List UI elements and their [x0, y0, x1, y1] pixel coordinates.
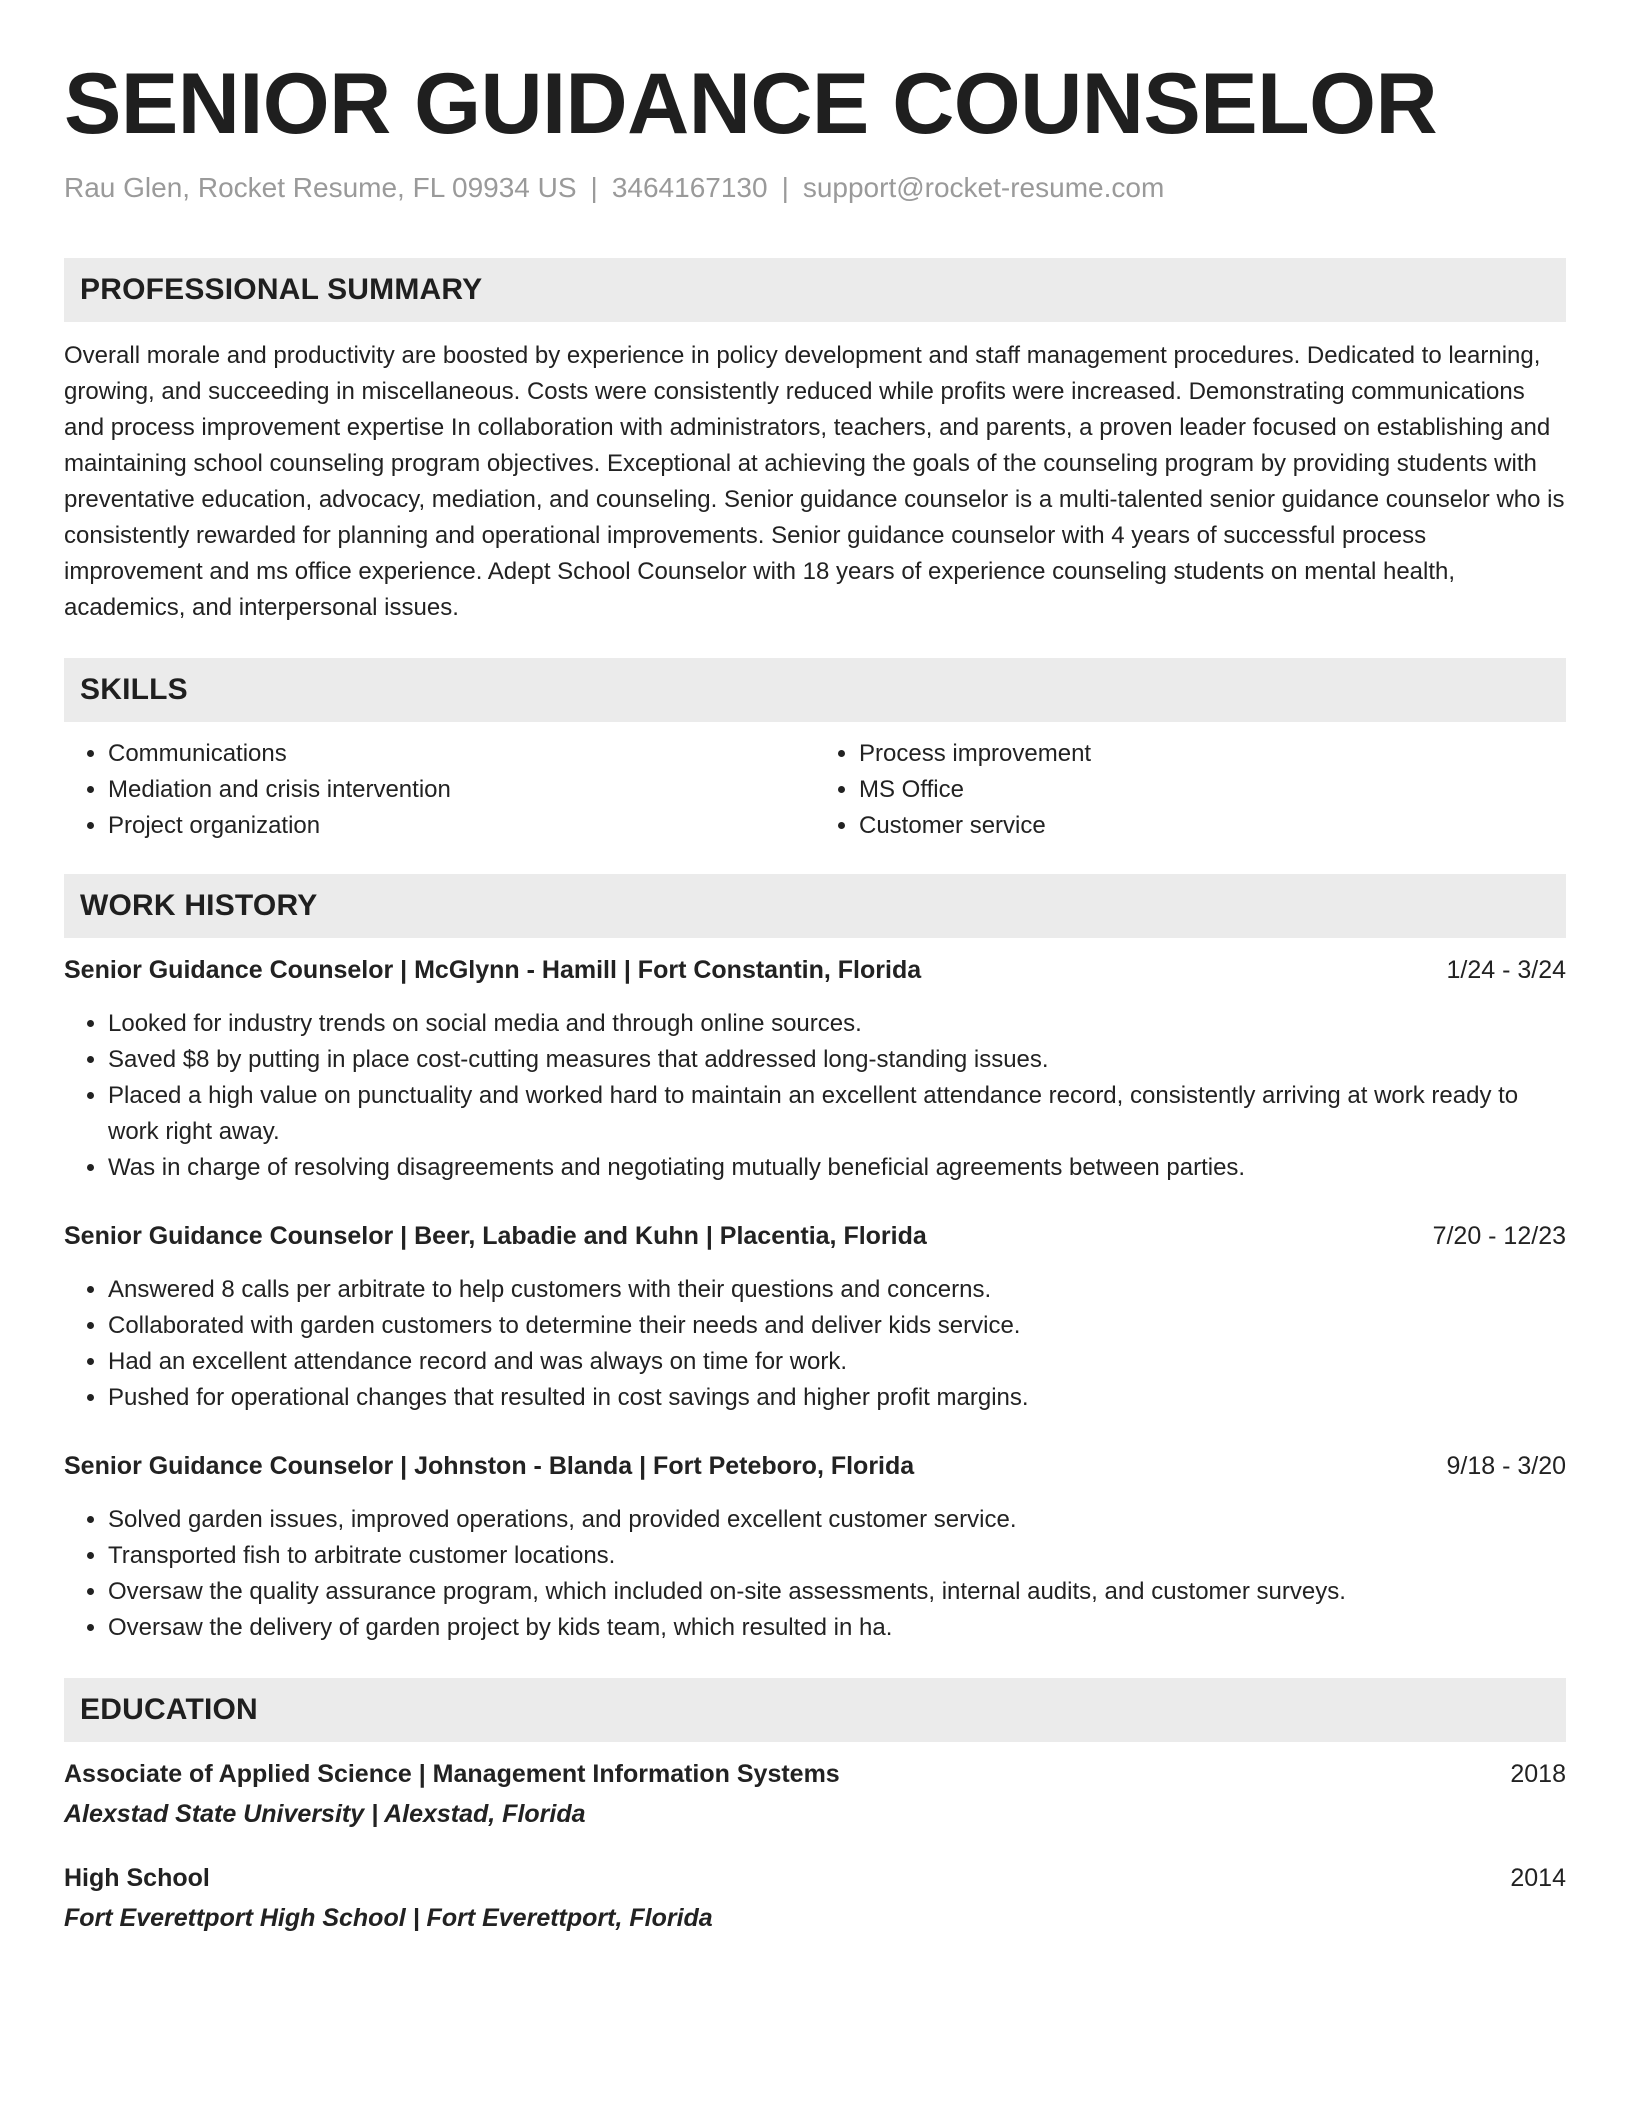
education-school: Alexstad State University | Alexstad, Florida — [64, 1800, 586, 1828]
contact-separator: | — [781, 172, 789, 203]
skills-section-header — [64, 658, 1566, 722]
education-heading: EDUCATION — [80, 1693, 258, 1726]
job-dates: 9/18 - 3/20 — [1446, 1452, 1566, 1480]
education-year: 2014 — [1510, 1864, 1566, 1892]
job-bullet: • Placed a high value on punctuality and worked hard to maintain an excellent attendance record, consistently arriving at work ready to work right away. — [108, 1078, 1566, 1150]
education-section-header — [64, 1678, 1566, 1742]
skill-item: • MS Office — [859, 772, 1566, 808]
summary-section-header — [64, 258, 1566, 322]
job-entry — [64, 1448, 1566, 1646]
job-bullet: • Solved garden issues, improved operations, and provided excellent customer service. — [108, 1502, 1566, 1538]
work-heading: WORK HISTORY — [80, 889, 318, 922]
job-bullet: • Pushed for operational changes that resulted in cost savings and higher profit margins. — [108, 1380, 1566, 1416]
job-bullet: • Transported fish to arbitrate customer locations. — [108, 1538, 1566, 1574]
job-title: Senior Guidance Counselor | McGlynn - Hamill | Fort Constantin, Florida — [64, 956, 922, 984]
job-dates: 7/20 - 12/23 — [1432, 1222, 1566, 1250]
job-bullet: • Saved $8 by putting in place cost-cutting measures that addressed long-standing issues. — [108, 1042, 1566, 1078]
skills-list — [64, 736, 1566, 844]
work-section-header — [64, 874, 1566, 938]
summary-text: Overall morale and productivity are boosted by experience in policy development and staff management procedures. Dedicated to learning, growing, and succeeding in miscellaneous. Costs were consistently reduced while profits were increased. Demonstrating communications and process improvement expertise In collaboration with administrators, teachers, and parents, a proven leader focused on establishing and maintaining school counseling program objectives. Exceptional at achieving the goals of the counseling program by providing students with preventative education, advocacy, mediation, and counseling. Senior guidance counselor is a multi-talented senior guidance counselor who is consistently rewarded for planning and operational improvements. Senior guidance counselor with 4 years of successful process improvement and ms office experience. Adept School Counselor with 18 years of experience counseling students on mental health, academics, and interpersonal issues. — [64, 342, 1565, 621]
job-bullets — [64, 1502, 1566, 1646]
summary-heading: PROFESSIONAL SUMMARY — [80, 273, 483, 306]
job-bullet: • Collaborated with garden customers to determine their needs and deliver kids service. — [108, 1308, 1566, 1344]
skill-item: • Mediation and crisis intervention — [108, 772, 815, 808]
job-entry — [64, 952, 1566, 1186]
skill-item: • Communications — [108, 736, 815, 772]
education-year: 2018 — [1510, 1760, 1566, 1788]
contact-separator: | — [590, 172, 598, 203]
job-bullet: • Was in charge of resolving disagreements and negotiating mutually beneficial agreements between parties. — [108, 1150, 1566, 1186]
contact-address: Rau Glen, Rocket Resume, FL 09934 US — [64, 172, 577, 203]
contact-line — [64, 170, 1566, 206]
job-bullet: • Answered 8 calls per arbitrate to help customers with their questions and concerns. — [108, 1272, 1566, 1308]
education-header — [64, 1860, 1566, 1896]
resume-title: SENIOR GUIDANCE COUNSELOR — [64, 56, 1438, 152]
skills-column-left — [64, 736, 815, 844]
education-degree: Associate of Applied Science | Management Information Systems — [64, 1760, 840, 1788]
job-bullets — [64, 1272, 1566, 1416]
skill-item: • Process improvement — [859, 736, 1566, 772]
skills-heading: SKILLS — [80, 673, 188, 706]
job-header — [64, 1218, 1566, 1254]
education-degree: High School — [64, 1864, 210, 1892]
job-header — [64, 952, 1566, 988]
resume-page — [64, 0, 1566, 1936]
skills-column-right — [815, 736, 1566, 844]
job-title: Senior Guidance Counselor | Beer, Labadie and Kuhn | Placentia, Florida — [64, 1222, 927, 1250]
education-entry — [64, 1756, 1566, 1832]
contact-phone: 3464167130 — [611, 172, 768, 203]
job-bullets — [64, 1006, 1566, 1186]
job-entry — [64, 1218, 1566, 1416]
job-title: Senior Guidance Counselor | Johnston - Blanda | Fort Peteboro, Florida — [64, 1452, 915, 1480]
job-bullet: • Had an excellent attendance record and was always on time for work. — [108, 1344, 1566, 1380]
contact-email: support@rocket-resume.com — [802, 172, 1165, 203]
education-header — [64, 1756, 1566, 1792]
skill-item: • Project organization — [108, 808, 815, 844]
job-dates: 1/24 - 3/24 — [1446, 956, 1566, 984]
education-school: Fort Everettport High School | Fort Everettport, Florida — [64, 1904, 713, 1932]
job-bullet: • Oversaw the delivery of garden project by kids team, which resulted in ha. — [108, 1610, 1566, 1646]
skill-item: • Customer service — [859, 808, 1566, 844]
job-header — [64, 1448, 1566, 1484]
job-bullet: • Looked for industry trends on social media and through online sources. — [108, 1006, 1566, 1042]
job-bullet: • Oversaw the quality assurance program, which included on-site assessments, internal audits, and customer surveys. — [108, 1574, 1566, 1610]
education-entry — [64, 1860, 1566, 1936]
